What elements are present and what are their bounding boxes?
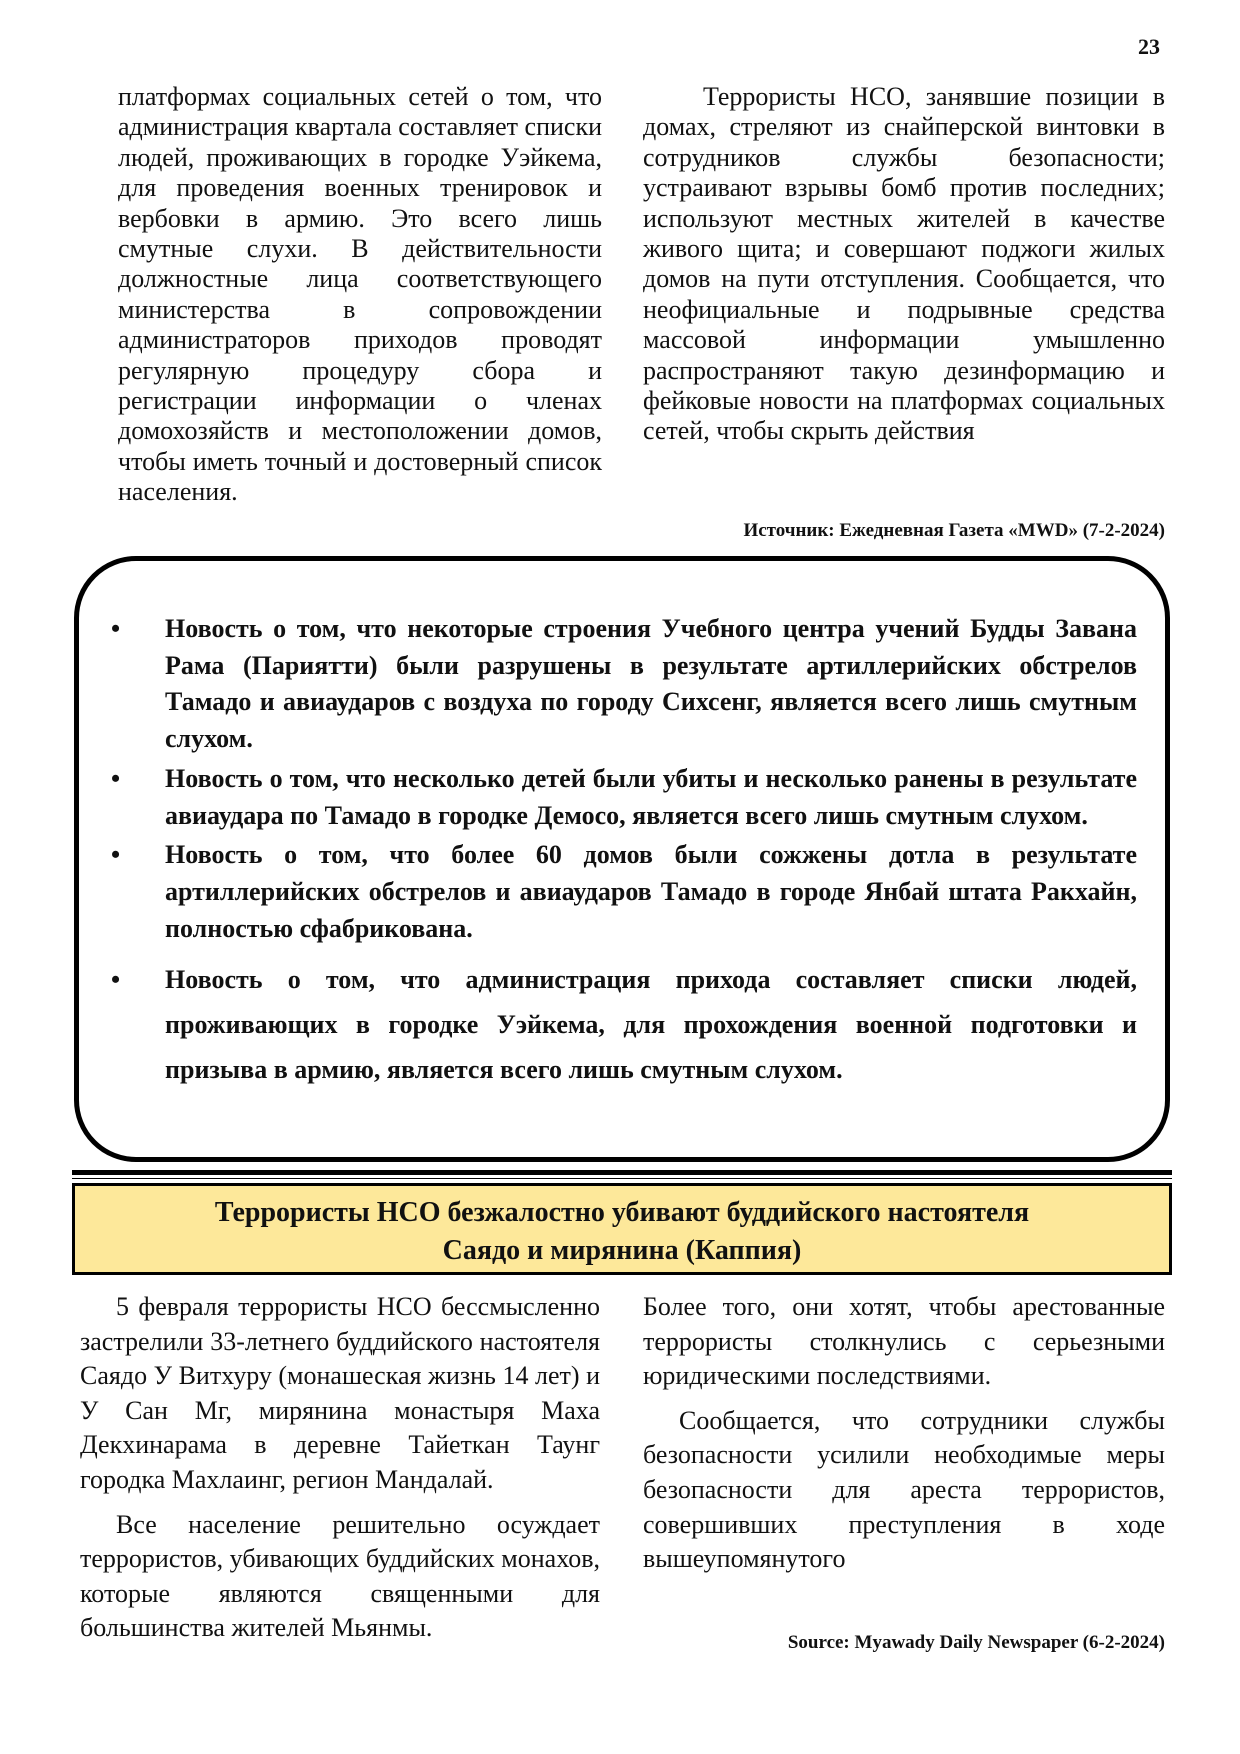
summary-bullet-text: Новость о том, что администрация прихода составляет списки людей, проживающих в городке Уэйкема, для прохождения военной подготовки и призыва в армию, является всего лишь смутным слухом. bbox=[165, 965, 1137, 1085]
bottom-left-paragraph-1: 5 февраля террористы НСО бессмысленно застрелили 33-летнего буддийского настоятеля Саядо У Витхуру (монашеская жизнь 14 лет) и У Сан Мг, мирянина монастыря Маха Декхинарама в деревне Тайеткан Таунг городка Махлаинг, регион Мандалай. bbox=[80, 1292, 600, 1494]
summary-bullet-text: Новость о том, что более 60 домов были сожжены дотла в результате артиллерийских обстрелов и авиаударов Тамадо в городе Янбай штата Ракхайн, полностью сфабрикована. bbox=[165, 840, 1137, 943]
summary-bullet-text: Новость о том, что несколько детей были убиты и несколько ранены в результате авиаудара по Тамадо в городке Демосо, является всего лишь смутным слухом. bbox=[165, 763, 1137, 830]
summary-box bbox=[74, 556, 1170, 1162]
summary-bullet bbox=[107, 611, 1137, 758]
headline-line-1: Террористы НСО безжалостно убивают буддийского настоятеля bbox=[214, 1197, 1030, 1228]
bullet-icon: • bbox=[111, 965, 121, 995]
bottom-right-paragraph-1: Более того, они хотят, чтобы арестованные террористы столкнулись с серьезными юридическими последствиями. bbox=[643, 1292, 1165, 1391]
top-article-right-column bbox=[643, 82, 1165, 447]
headline-line-2: Саядо и мирянина (Каппия) bbox=[442, 1235, 802, 1266]
article-headline bbox=[72, 1183, 1172, 1275]
bottom-right-paragraph-2: Сообщается, что сотрудники службы безопасности усилили необходимые меры безопасности для ареста террористов, совершивших преступления в ходе вышеупомянутого bbox=[643, 1405, 1165, 1574]
summary-bullet bbox=[107, 837, 1137, 947]
bullet-icon: • bbox=[111, 614, 121, 643]
top-article-source: Источник: Ежедневная Газета «MWD» (7-2-2024) bbox=[743, 520, 1165, 541]
summary-bullet bbox=[107, 761, 1137, 834]
section-divider-thick bbox=[72, 1170, 1172, 1175]
bullet-icon: • bbox=[111, 763, 121, 793]
page-number: 23 bbox=[1138, 34, 1160, 59]
bullet-icon: • bbox=[111, 840, 121, 870]
top-article-right-text: Террористы НСО, занявшие позиции в домах, стреляют из снайперской винтовки в сотрудников службы безопасности; устраивают взрывы бомб против последних; используют местных жителей в качестве живого щита; и совершают поджоги жилых домов на пути отступления. Сообщается, что неофициальные и подрывные средства массовой информации умышленно распространяют такую дезинформацию и фейковые новости на платформах социальных сетей, чтобы скрыть действия bbox=[643, 82, 1165, 446]
bottom-article-right-column bbox=[643, 1290, 1165, 1577]
top-article-left-text: платформах социальных сетей о том, что администрация квартала составляет списки людей, проживающих в городке Уэйкема, для проведения военных тренировок и вербовки в армию. Это всего лишь смутные слухи. В действительности должностные лица соответствующего министерства в сопровождении администраторов приходов проводят регулярную процедуру сбора и регистрации информации о членах домохозяйств и местоположении домов, чтобы иметь точный и достоверный список населения. bbox=[118, 82, 602, 507]
summary-bullet bbox=[107, 957, 1137, 1092]
summary-bullet-text: Новость о том, что некоторые строения Учебного центра учений Будды Завана Рама (Париятти) были разрушены в результате артиллерийских обстрелов Тамадо и авиаударов с воздуха по городу Сихсенг, является всего лишь смутным слухом. bbox=[165, 614, 1137, 754]
bottom-left-paragraph-2: Все население решительно осуждает террористов, убивающих буддийских монахов, которые являются священными для большинства жителей Мьянмы. bbox=[80, 1509, 600, 1643]
bottom-article-left-column bbox=[80, 1290, 600, 1646]
summary-bullet-list bbox=[107, 611, 1137, 1095]
top-article-left-column bbox=[118, 82, 602, 508]
bottom-article-source: Source: Myawady Daily Newspaper (6-2-2024) bbox=[787, 1632, 1165, 1653]
section-divider-thin bbox=[72, 1178, 1172, 1179]
